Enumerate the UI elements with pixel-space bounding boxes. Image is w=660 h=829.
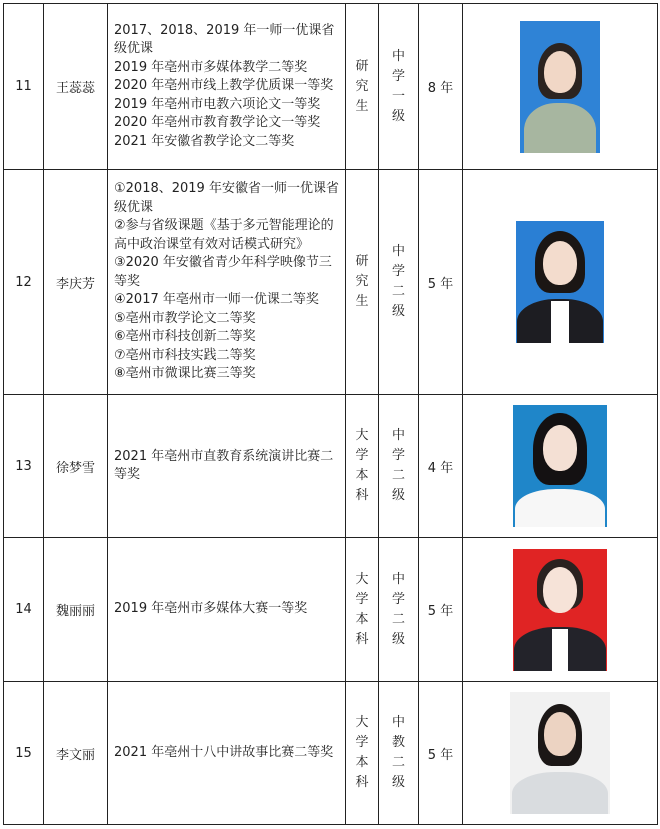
- award-item: 2017、2018、2019 年一师一优课省级优课: [114, 22, 335, 57]
- portrait-photo: [516, 221, 604, 343]
- professional-title: 中教二级: [391, 715, 405, 790]
- education-cell: [346, 538, 379, 682]
- awards-cell: [108, 682, 346, 825]
- award-item: ⑤亳州市教学论文二等奖: [114, 310, 256, 326]
- row-number: 11: [4, 4, 44, 170]
- award-item: 2021 年亳州十八中讲故事比赛二等奖: [114, 744, 334, 760]
- award-item: 2020 年亳州市线上教学优质课一等奖: [114, 78, 334, 94]
- teacher-table: [3, 3, 658, 825]
- education: 大学本科: [355, 428, 369, 503]
- award-item: ⑥亳州市科技创新二等奖: [114, 329, 256, 345]
- teacher-name: 李文丽: [44, 682, 108, 825]
- portrait-photo: [513, 405, 607, 527]
- education: 大学本科: [355, 715, 369, 790]
- table-row: [4, 538, 658, 682]
- education-cell: [346, 4, 379, 170]
- years-of-teaching: 5 年: [419, 538, 463, 682]
- award-item: ④2017 年亳州市一师一优课二等奖: [114, 292, 319, 308]
- award-item: ①2018、2019 年安徽省一师一优课省级优课: [114, 181, 339, 215]
- row-number: 12: [4, 170, 44, 395]
- awards-cell: [108, 538, 346, 682]
- award-item: 2019 年亳州市多媒体大赛一等奖: [114, 601, 308, 617]
- years-of-teaching: 4 年: [419, 395, 463, 538]
- awards-cell: [108, 395, 346, 538]
- row-number: 15: [4, 682, 44, 825]
- table-row: [4, 170, 658, 395]
- title-cell: [379, 170, 419, 395]
- title-cell: [379, 395, 419, 538]
- professional-title: 中学二级: [391, 571, 405, 647]
- photo-cell: [463, 170, 658, 395]
- years-of-teaching: 5 年: [419, 682, 463, 825]
- awards-cell: [108, 4, 346, 170]
- title-cell: [379, 538, 419, 682]
- awards-cell: [108, 170, 346, 395]
- teacher-name: 王蕊蕊: [44, 4, 108, 170]
- photo-cell: [463, 682, 658, 825]
- portrait-photo: [513, 549, 607, 671]
- years-of-teaching: 5 年: [419, 170, 463, 395]
- row-number: 14: [4, 538, 44, 682]
- award-item: 2021 年亳州市直教育系统演讲比赛二等奖: [114, 448, 334, 482]
- education-cell: [346, 682, 379, 825]
- award-item: ⑧亳州市微课比赛三等奖: [114, 366, 256, 382]
- professional-title: 中学二级: [391, 428, 405, 503]
- row-number: 13: [4, 395, 44, 538]
- education: 大学本科: [355, 571, 369, 647]
- education: 研究生: [355, 58, 369, 114]
- teacher-name: 魏丽丽: [44, 538, 108, 682]
- award-item: 2019 年亳州市多媒体教学二等奖: [114, 59, 308, 75]
- photo-cell: [463, 538, 658, 682]
- teacher-name: 李庆芳: [44, 170, 108, 395]
- title-cell: [379, 682, 419, 825]
- award-item: 2021 年安徽省教学论文二等奖: [114, 133, 295, 149]
- photo-cell: [463, 4, 658, 170]
- award-item: ③2020 年安徽省青少年科学映像节三等奖: [114, 255, 332, 289]
- table-row: [4, 4, 658, 170]
- teacher-name: 徐梦雪: [44, 395, 108, 538]
- table-row: [4, 682, 658, 825]
- award-item: ②参与省级课题《基于多元智能理论的高中政治课堂有效对话模式研究》: [114, 218, 334, 252]
- education-cell: [346, 170, 379, 395]
- professional-title: 中学一级: [391, 48, 405, 124]
- years-of-teaching: 8 年: [419, 4, 463, 170]
- award-item: ⑦亳州市科技实践二等奖: [114, 347, 256, 363]
- professional-title: 中学二级: [391, 244, 405, 319]
- award-item: 2019 年亳州市电教六项论文一等奖: [114, 96, 321, 112]
- title-cell: [379, 4, 419, 170]
- education: 研究生: [355, 254, 369, 309]
- award-item: 2020 年亳州市教育教学论文一等奖: [114, 115, 321, 131]
- table-row: [4, 395, 658, 538]
- portrait-photo: [510, 692, 610, 814]
- education-cell: [346, 395, 379, 538]
- portrait-photo: [520, 21, 600, 153]
- photo-cell: [463, 395, 658, 538]
